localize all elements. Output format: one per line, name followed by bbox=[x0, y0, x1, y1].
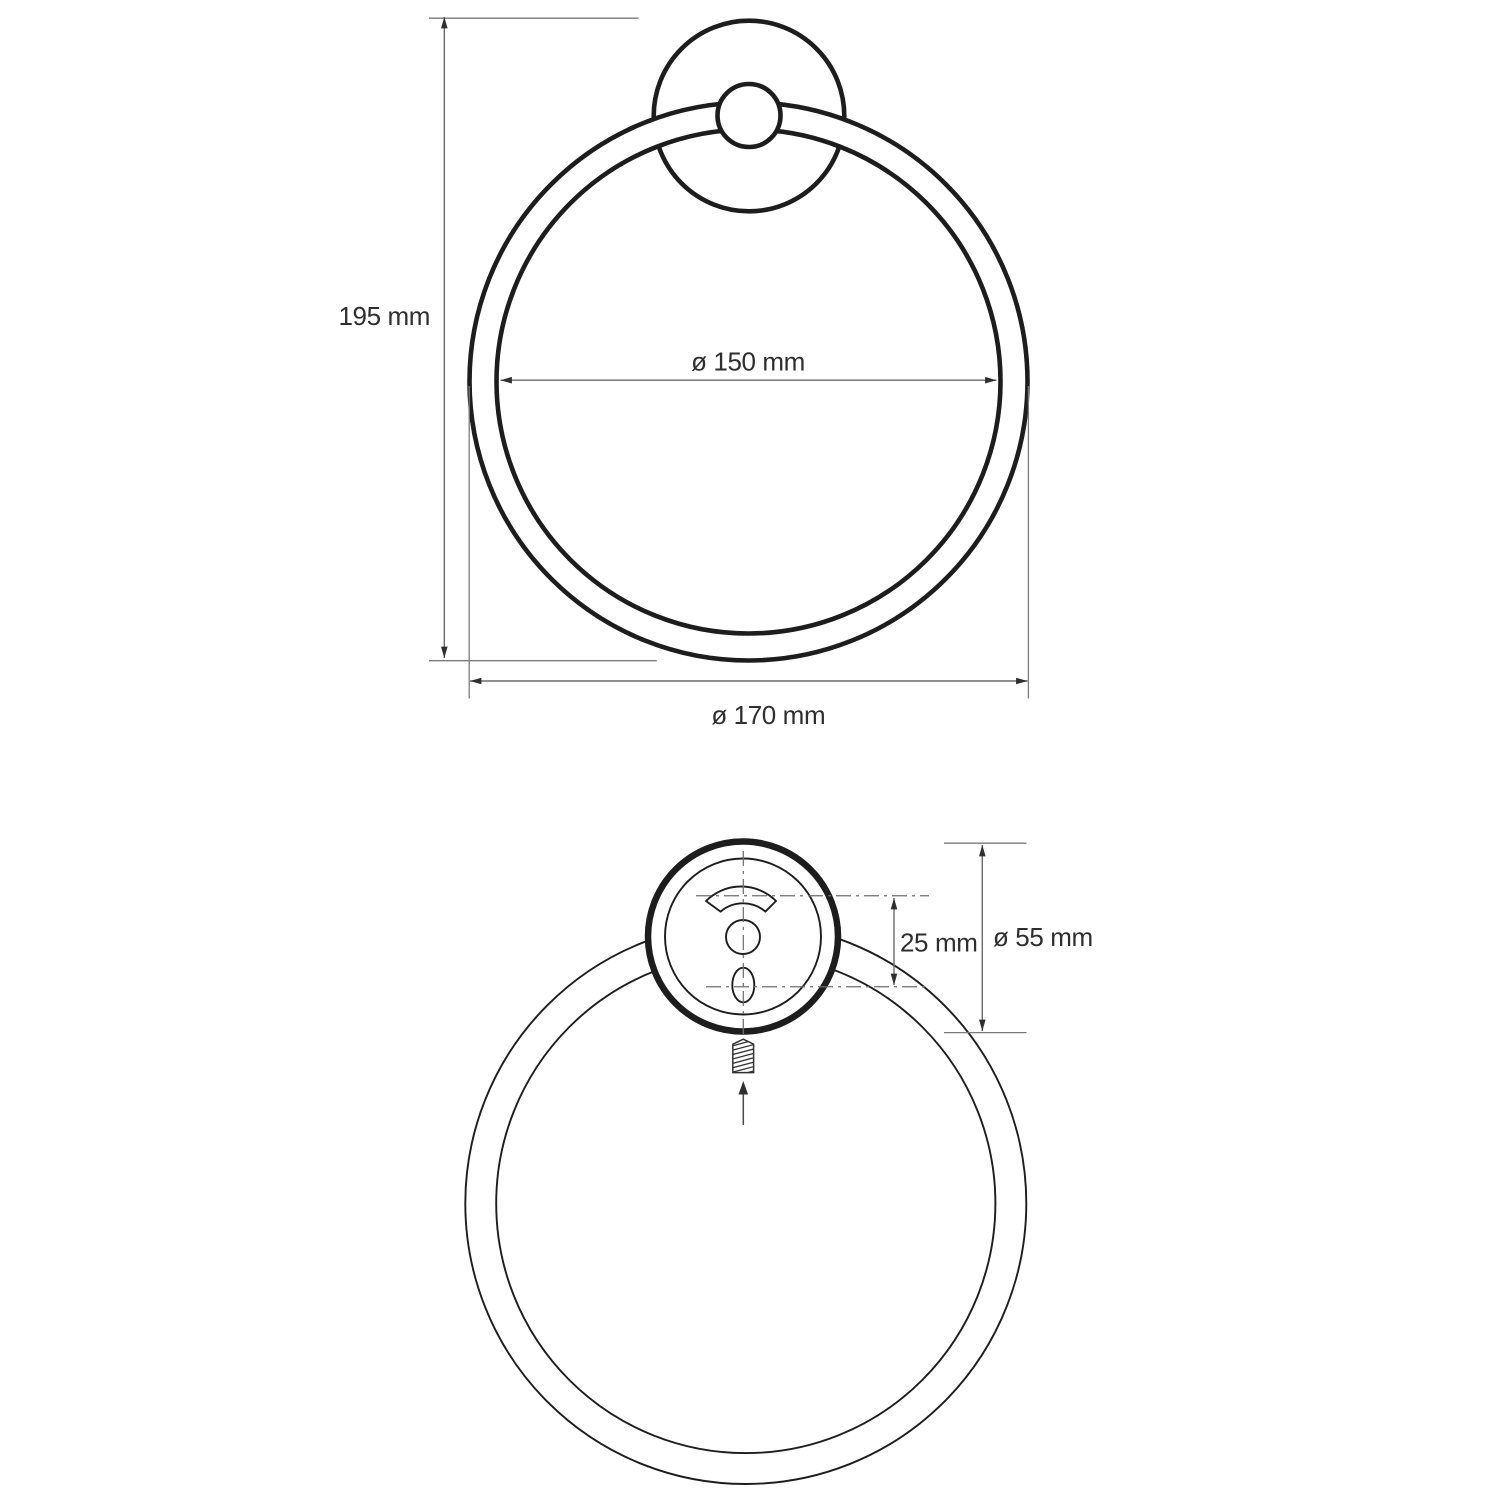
mounting-screw bbox=[731, 1039, 756, 1077]
insert-arrow-head bbox=[739, 1081, 749, 1095]
height-dim-label: 195 mm bbox=[338, 301, 430, 331]
rear-view bbox=[465, 842, 1092, 1485]
outer-diameter-dim-label: ø 170 mm bbox=[711, 700, 826, 730]
plate-diameter-dim-label: ø 55 mm bbox=[993, 922, 1093, 952]
hole-offset-dimension bbox=[894, 898, 977, 985]
hole-offset-dim-label: 25 mm bbox=[900, 927, 978, 958]
pivot-knob bbox=[718, 84, 781, 147]
inner-diameter-dim-label: ø 150 mm bbox=[691, 346, 805, 377]
screw-thread-hatching bbox=[731, 1040, 756, 1077]
inner-diameter-dimension bbox=[501, 347, 997, 381]
insert-direction-arrow bbox=[739, 1081, 749, 1125]
front-view bbox=[338, 17, 1028, 730]
